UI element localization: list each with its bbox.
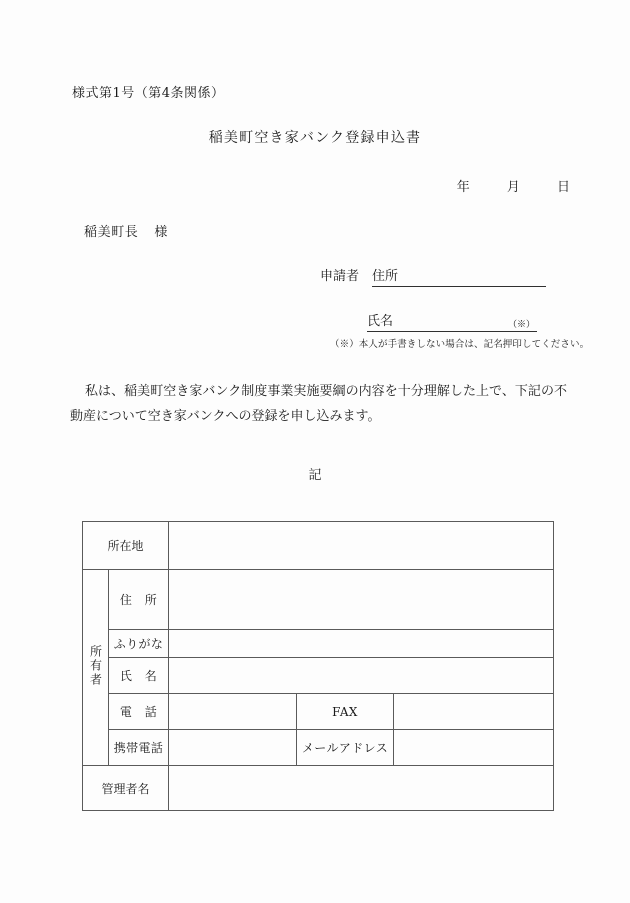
applicant-name-label: 氏名 (367, 314, 394, 329)
date-year-label: 年 (456, 180, 470, 195)
property-info-table (82, 521, 554, 811)
phone-label: 電 話 (109, 694, 169, 730)
applicant-name-field[interactable] (367, 310, 537, 332)
location-label: 所在地 (83, 522, 169, 570)
date-month-label: 月 (506, 180, 520, 195)
table-row-phone (83, 694, 554, 730)
applicant-address-line (320, 265, 546, 287)
table-row-manager (83, 766, 554, 811)
signature-note: （※）本人が手書きしない場合は、記名押印してください。 (330, 339, 590, 350)
document-title: 稲美町空き家バンク登録申込書 (208, 130, 422, 146)
table-row-owner-furigana (83, 630, 554, 658)
owner-address-value[interactable] (169, 570, 554, 630)
applicant-address-field[interactable] (372, 265, 546, 287)
applicant-name-line (367, 310, 537, 332)
applicant-label: 申請者 (320, 269, 360, 284)
fax-value[interactable] (394, 694, 554, 730)
addressee-honorific: 様 (154, 225, 169, 240)
kome-mark: （※） (507, 320, 535, 330)
fax-label: FAX (297, 694, 394, 730)
table-row-owner-address (83, 570, 554, 630)
owner-address-label: 住 所 (109, 570, 169, 630)
owner-name-label: 氏 名 (109, 658, 169, 694)
addressee (84, 221, 168, 240)
ki-mark: 記 (308, 468, 322, 483)
email-label: メールアドレス (297, 730, 394, 766)
table-row-location (83, 522, 554, 570)
location-value[interactable] (169, 522, 554, 570)
owner-furigana-value[interactable] (169, 630, 554, 658)
form-number: 様式第1号（第4条関係） (72, 86, 225, 101)
body-paragraph: 私は、稲美町空き家バンク制度事業実施要綱の内容を十分理解した上で、下記の不動産について空き家バンクへの登録を申し込みます。 (70, 384, 567, 424)
manager-label: 管理者名 (83, 766, 169, 811)
mobile-label: 携帯電話 (109, 730, 169, 766)
addressee-name: 稲美町長 (84, 225, 139, 240)
table-row-mobile (83, 730, 554, 766)
owner-label: 所有者 (88, 645, 103, 687)
table-row-owner-name (83, 658, 554, 694)
date-line (0, 176, 570, 195)
email-value[interactable] (394, 730, 554, 766)
owner-label-cell (83, 570, 109, 766)
applicant-address-label: 住所 (372, 269, 399, 284)
mobile-value[interactable] (169, 730, 297, 766)
date-day-label: 日 (556, 180, 570, 195)
owner-furigana-label: ふりがな (109, 630, 169, 658)
phone-value[interactable] (169, 694, 297, 730)
manager-value[interactable] (169, 766, 554, 811)
owner-name-value[interactable] (169, 658, 554, 694)
